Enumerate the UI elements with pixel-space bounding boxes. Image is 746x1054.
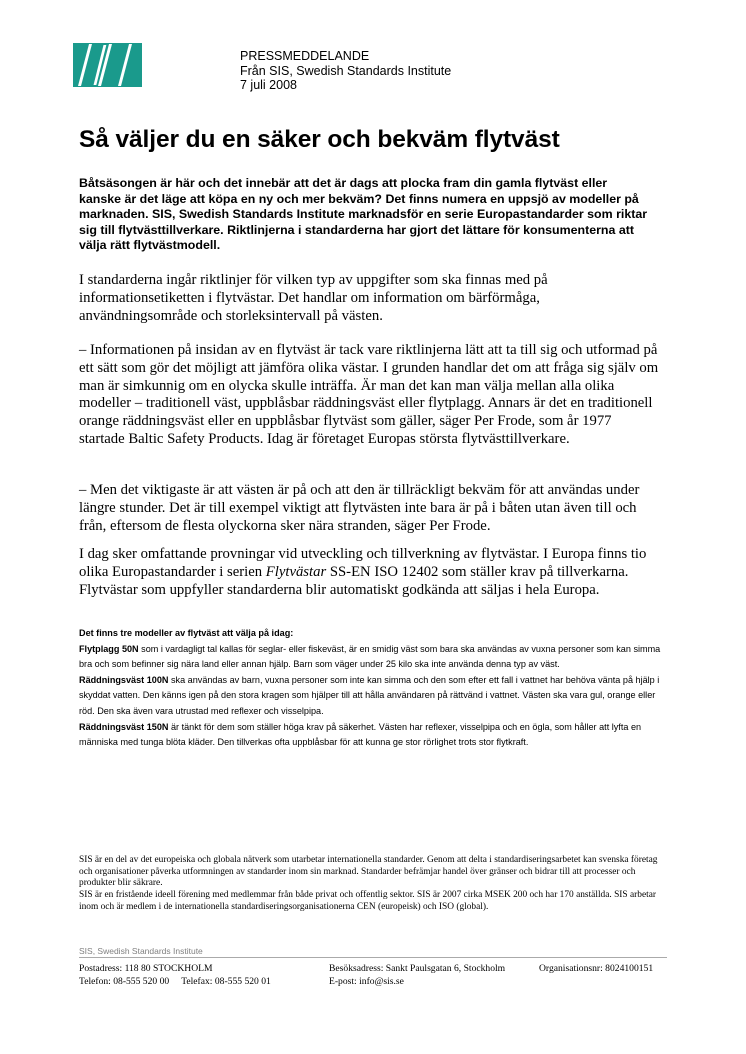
visit-address: Besöksadress: Sankt Paulsgatan 6, Stockholm [329, 963, 506, 974]
press-source: Från SIS, Swedish Standards Institute [240, 63, 452, 78]
postal-address: Postadress: 118 80 STOCKHOLM [79, 963, 213, 974]
body-paragraph-1: I standarderna ingår riktlinjer för vilken typ av uppgifter som ska finnas med på informationsetiketten i flytvästar. Det handlar om information om bärförmåga, användningsområde och storleksintervall på västen. [79, 272, 548, 324]
model-item [79, 720, 669, 751]
p4-series-name: Flytvästar [265, 563, 327, 580]
body-paragraph-3: – Men det viktigaste är att västen är på och att den är tillräckligt bekväm för att användas under längre stunder. Det är till exempel viktigt att flytvästen inte bara är på i båten utan även till och från, eftersom de flesta olyckorna sker nära stranden, säger Per Frode. [79, 482, 640, 534]
p4-text-end: SS-EN ISO 12402 som ställer krav på tillverkarna. Flytvästar som uppfyller standarderna blir automatiskt godkända att säljas i hela Europa. [79, 563, 629, 598]
lead-paragraph: Båtsäsongen är här och det innebär att det är dags att plocka fram din gamla flytväst eller kanske är det läge att köpa en ny och mer bekväm? Det finns numera en uppsjö av modeller på marknaden. SIS, Swedish Standards Institute marknadsför en serie Europastandarder som riktar sig till flytvästtillverkare. Riktlinjerna i standarderna har gjort det lättare för konsumenterna att välja rätt flytvästmodell. [79, 176, 648, 253]
footer-contact [79, 962, 699, 988]
model-name: Räddningsväst 100N [79, 674, 169, 685]
footer-contact-row-1 [79, 962, 699, 975]
org-number: Organisationsnr: 8024100151 [539, 963, 654, 974]
model-item [79, 642, 669, 673]
footer-about-network: SIS är en del av det europeiska och globala nätverk som utarbetar internationella standarder. Genom att delta i standardiseringsarbetet kan svenska företag och organisationer påverka utformningen av standarder inom sin marknad. Standarder befrämjar handel över gränser och bidrar till att processer och produkter blir säkrare. [79, 855, 658, 889]
model-item [79, 673, 669, 720]
body-paragraph-4 [79, 546, 659, 599]
p4-text-start: I dag sker omfattande provningar vid utveckling och tillverkning av flytvästar. I Europa finns tio olika Europastandarder i serien [79, 546, 647, 580]
model-description: ska användas av barn, vuxna personer som inte kan simma och den som efter ett fall i vattnet har behöva vänta på hjälp i skyddat vatten. Den känns igen på den stora kragen som hjälper till att hålla användaren på rättvänd i vattnet. Västen ska vara gul, orange eller röd. Den ska även vara utrustad med reflexer och visselpipa. [79, 674, 660, 716]
press-date: 7 juli 2008 [240, 78, 297, 92]
footer-contact-row-2 [79, 975, 699, 988]
fax-number: Telefax: 08-555 520 01 [181, 976, 271, 988]
footer-about [79, 855, 659, 914]
models-section [79, 626, 669, 751]
sis-logo [73, 43, 142, 87]
body-paragraph-2: – Informationen på insidan av en flytväst är tack vare riktlinjerna lätt att ta till sig och utformad på ett sätt som gör det möjligt att jämföra olika västar. I grunden handlar det om att fråga sig själv om man är simkunnig om en olycka skulle inträffa. Är man det kan man välja mellan alla olika modeller – traditionell väst, uppblåsbar räddningsväst eller flytplagg. Annars är det en traditionell orange räddningsväst eller en uppblåsbar flytväst som gäller, säger Per Frode, som år 1977 startade Baltic Safety Products. Idag är företaget Europas största flytvästtillverkare. [79, 342, 659, 447]
email-link[interactable]: E-post: info@sis.se [329, 976, 404, 988]
footer-divider [79, 957, 667, 958]
page-title: Så väljer du en säker och bekväm flytväst [79, 126, 560, 153]
footer-about-organisation: SIS är en fristående ideell förening med medlemmar från både privat och offentlig sektor. SIS är 2007 cirka MSEK 200 och har 170 anställda. SIS arbetar inom och är medlem i de internationella standardiseringsorganisationerna CEN (europeisk) och ISO (global). [79, 890, 657, 912]
footer-org-name: SIS, Swedish Standards Institute [79, 946, 203, 956]
phone-number: Telefon: 08-555 520 00 [79, 976, 170, 988]
model-description: som i vardagligt tal kallas för seglar- eller fiskeväst, är en smidig väst som bara ska användas av vuxna personer som kan simma bra och som befinner sig nära land eller annan hjälp. Barn som väger under 25 kilo ska inte använda denna typ av väst. [79, 643, 661, 670]
model-name: Räddningsväst 150N [79, 721, 169, 732]
models-heading: Det finns tre modeller av flytväst att välja på idag: [79, 628, 294, 638]
model-description: är tänkt för dem som ställer höga krav på säkerhet. Västen har reflexer, visselpipa och en ögla, som håller att lyfta en människa med tunga blöta kläder. Den tillverkas ofta uppblåsbar för att kunna ge stor rörlighet trots stor flytkraft. [79, 721, 642, 748]
press-header [240, 49, 451, 93]
press-type: PRESSMEDDELANDE [240, 49, 370, 63]
phone-fax [79, 975, 329, 988]
model-name: Flytplagg 50N [79, 643, 139, 654]
